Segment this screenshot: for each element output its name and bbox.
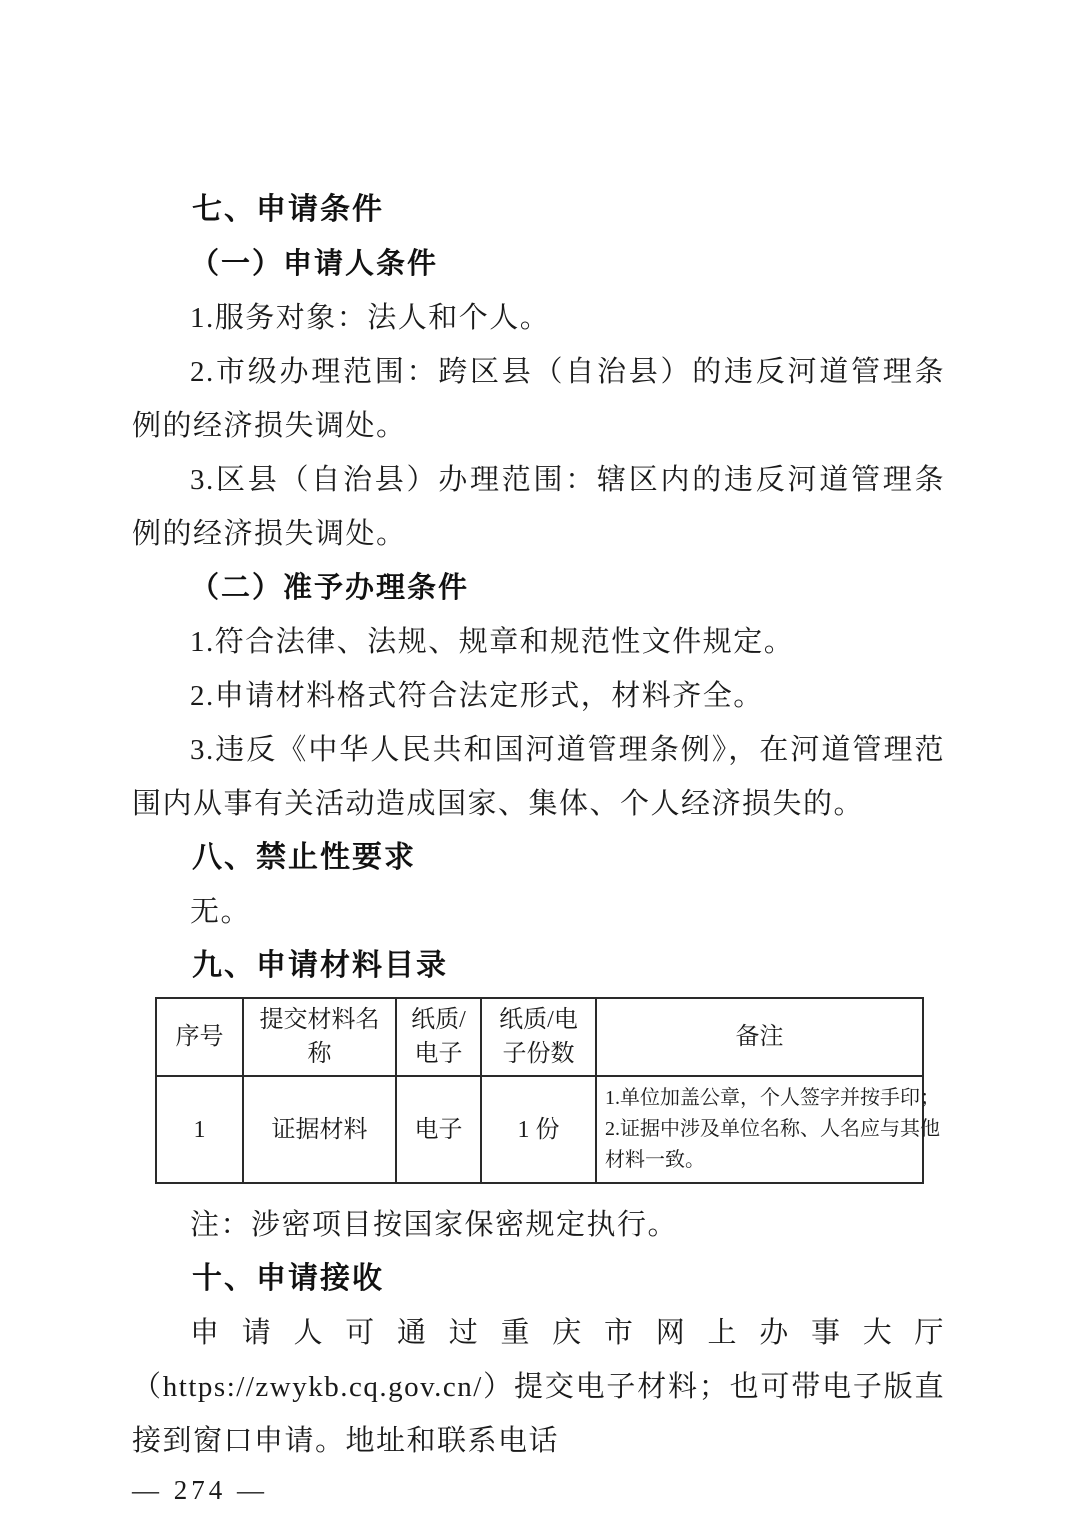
- paragraph-city-scope: 2.市级办理范围：跨区县（自治县）的违反河道管理条例的经济损失调处。: [132, 356, 945, 442]
- paragraph-condition-2: 2.申请材料格式符合法定形式，材料齐全。: [190, 680, 764, 712]
- header-cell-remark: 备注: [596, 998, 923, 1076]
- materials-table-row: [156, 1076, 923, 1183]
- section-heading-7: 七、申请条件: [192, 193, 384, 226]
- paragraph-secrecy-note: 注：涉密项目按国家保密规定执行。: [190, 1209, 679, 1241]
- remark-line: 材料一致。: [605, 1149, 705, 1171]
- remark-line: 1.单位加盖公章，个人签字并按手印；: [605, 1087, 940, 1109]
- paragraph-condition-3: 3.违反《中华人民共和国河道管理条例》，在河道管理范围内从事有关活动造成国家、集体、个人经济损失的。: [132, 734, 945, 820]
- paragraph-application-channel: 申请人可通过重庆市网上办事大厅（https://zwykb.cq.gov.cn/）提交电子材料；也可带电子版直接到窗口申请。地址和联系电话: [132, 1317, 945, 1457]
- section-heading-9: 九、申请材料目录: [192, 949, 448, 982]
- page-number: — 274 —: [132, 1475, 268, 1505]
- cell-seq: 1: [156, 1076, 243, 1183]
- paragraph-condition-1: 1.符合法律、法规、规章和规范性文件规定。: [190, 626, 795, 658]
- paragraph-service-target: 1.服务对象：法人和个人。: [190, 302, 551, 334]
- header-cell-copies: 纸质/电子份数: [481, 998, 596, 1076]
- paragraph-none: 无。: [190, 896, 252, 928]
- materials-table: [155, 997, 940, 1184]
- cell-copies: 1 份: [481, 1076, 596, 1183]
- paragraph-county-scope: 3.区县（自治县）办理范围：辖区内的违反河道管理条例的经济损失调处。: [132, 464, 945, 550]
- remark-line: 2.证据中涉及单位名称、人名应与其他: [605, 1118, 940, 1140]
- subsection-heading-7-2: （二）准予办理条件: [190, 572, 470, 604]
- header-cell-material-name: 提交材料名称: [243, 998, 396, 1076]
- cell-format: 电子: [396, 1076, 481, 1183]
- section-heading-8: 八、禁止性要求: [192, 841, 416, 874]
- cell-remark: [596, 1076, 940, 1183]
- cell-material-name: 证据材料: [243, 1076, 396, 1183]
- materials-table-header-row: [156, 998, 923, 1076]
- section-heading-10: 十、申请接收: [192, 1262, 384, 1295]
- subsection-heading-7-1: （一）申请人条件: [190, 248, 439, 280]
- header-cell-format: 纸质/电子: [396, 998, 481, 1076]
- header-cell-seq: 序号: [156, 998, 243, 1076]
